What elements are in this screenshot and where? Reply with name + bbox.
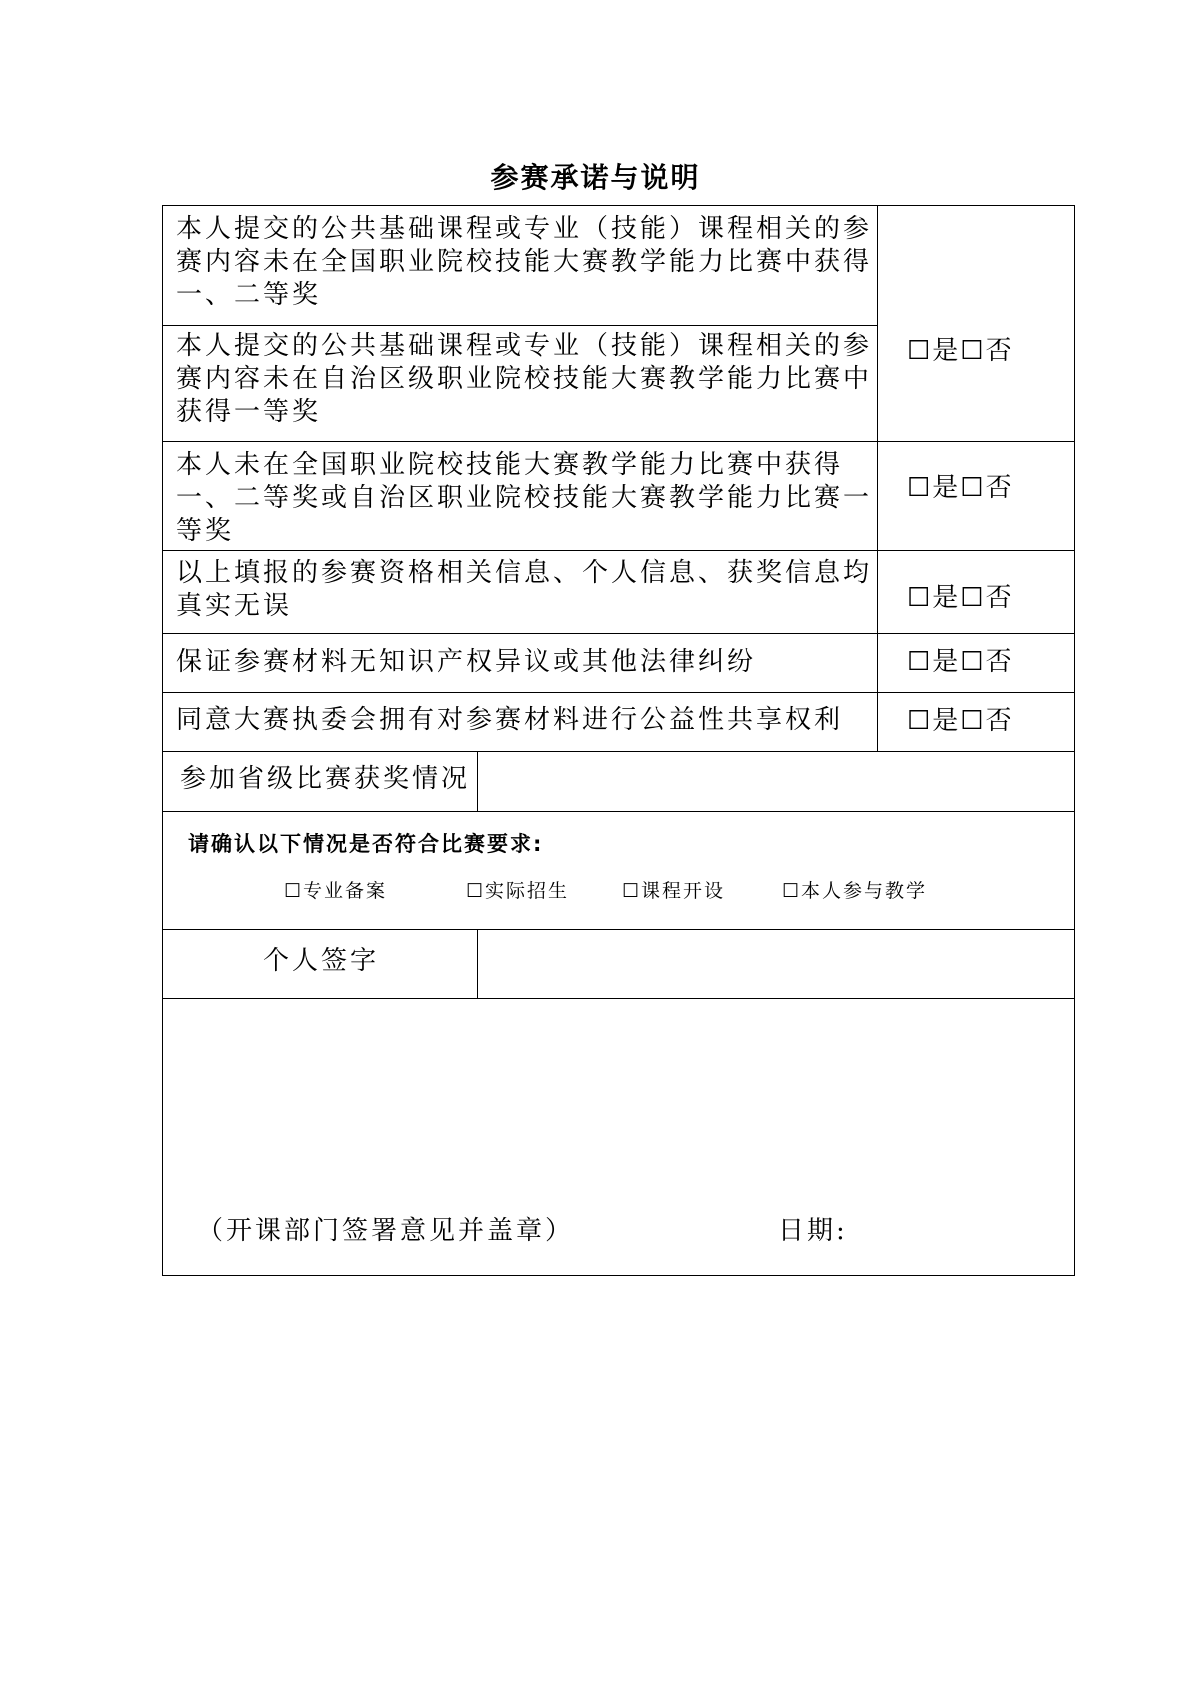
- commitment-row-5: 保证参赛材料无知识产权异议或其他法律纠纷: [176, 647, 757, 677]
- option-actual-enrollment[interactable]: ☐实际招生: [466, 880, 570, 902]
- yes-no-checkbox-row-3[interactable]: ☐是☐否: [907, 473, 1014, 503]
- option-major-filing[interactable]: ☐专业备案: [284, 880, 388, 902]
- award-column-divider: [477, 751, 478, 811]
- option-course-offered[interactable]: ☐课程开设: [622, 880, 726, 902]
- yes-no-column-divider: [877, 205, 878, 751]
- confirm-heading: 请确认以下情况是否符合比赛要求:: [188, 832, 544, 856]
- yes-no-checkbox-row-4[interactable]: ☐是☐否: [907, 583, 1014, 613]
- signature-column-divider: [477, 929, 478, 998]
- row-divider: [162, 929, 1075, 930]
- yes-no-checkbox-row-6[interactable]: ☐是☐否: [907, 706, 1014, 736]
- signature-label: 个人签字: [263, 946, 380, 976]
- yes-no-checkbox-row-5[interactable]: ☐是☐否: [907, 647, 1014, 677]
- row-divider: [162, 441, 1075, 442]
- row-divider: [162, 811, 1075, 812]
- page-title: 参赛承诺与说明: [490, 161, 701, 194]
- commitment-row-6: 同意大赛执委会拥有对参赛材料进行公益性共享权利: [176, 705, 844, 735]
- option-personal-teaching[interactable]: ☐本人参与教学: [782, 880, 928, 902]
- yes-no-checkbox-rows-1-2[interactable]: ☐是☐否: [907, 336, 1014, 366]
- commitment-row-4: 以上填报的参赛资格相关信息、个人信息、获奖信息均 真实无误: [176, 558, 873, 621]
- award-value-field[interactable]: [490, 763, 1060, 799]
- row-divider: [162, 751, 1075, 752]
- row-divider: [162, 550, 1075, 551]
- row-divider: [162, 633, 1075, 634]
- commitment-row-1: 本人提交的公共基础课程或专业（技能）课程相关的参 赛内容未在全国职业院校技能大赛教学能力比赛中获得 一、二等奖: [176, 214, 873, 310]
- date-label: 日期:: [778, 1216, 848, 1246]
- row-divider: [162, 692, 1075, 693]
- commitment-row-3: 本人未在全国职业院校技能大赛教学能力比赛中获得 一、二等奖或自治区职业院校技能大赛教学能力比赛一 等奖: [176, 450, 873, 546]
- signature-field[interactable]: [490, 945, 1060, 985]
- department-opinion-note: （开课部门签署意见并盖章）: [197, 1216, 575, 1246]
- commitment-row-2: 本人提交的公共基础课程或专业（技能）课程相关的参 赛内容未在自治区级职业院校技能大赛教学能力比赛中 获得一等奖: [176, 331, 873, 427]
- row-divider: [162, 998, 1075, 999]
- award-label: 参加省级比赛获奖情况: [180, 764, 471, 794]
- row-divider: [162, 325, 877, 326]
